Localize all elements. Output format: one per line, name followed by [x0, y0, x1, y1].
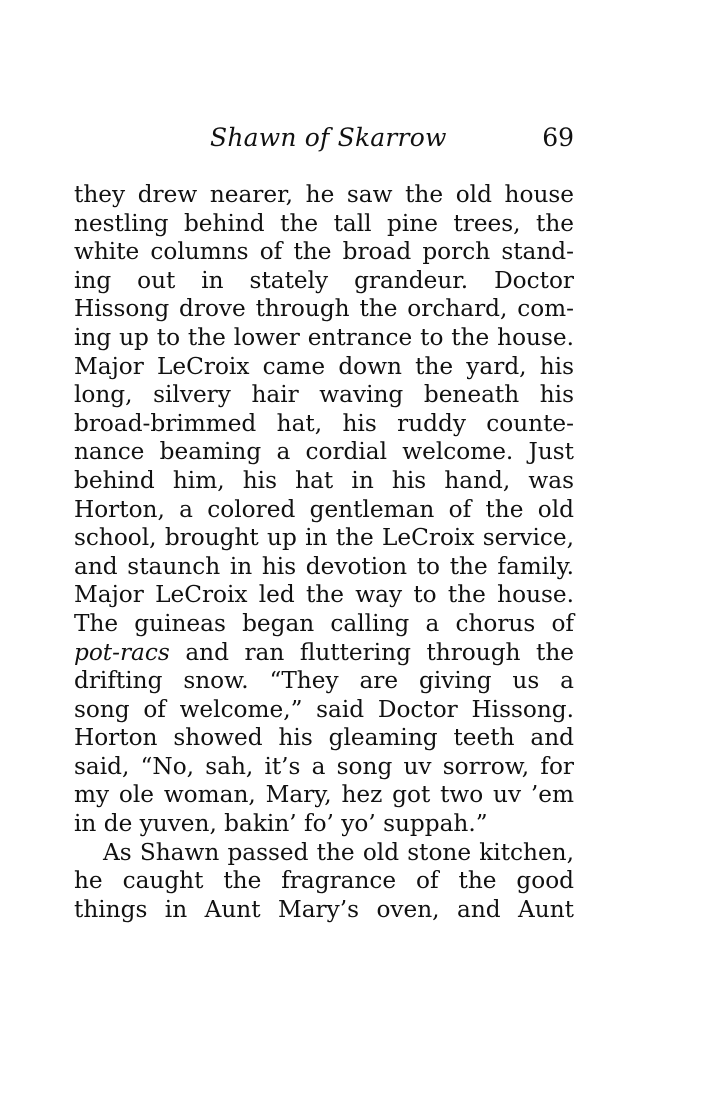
text-line: Horton, a colored gentleman of the old: [74, 495, 574, 523]
text-line: nestling behind the tall pine trees, the: [74, 209, 574, 237]
text-line: song of welcome,” said Doctor Hissong.: [74, 695, 574, 723]
running-header: [74, 120, 574, 160]
text-line: Major LeCroix led the way to the house.: [74, 581, 574, 609]
running-title: Shawn of Skarrow: [210, 123, 447, 152]
text-line: ing out in stately grandeur. Doctor: [74, 266, 574, 294]
text-line: Major LeCroix came down the yard, his: [74, 352, 574, 380]
body-text: [74, 181, 574, 924]
text-line: drifting snow. “They are giving us a: [74, 667, 574, 695]
text-line: school, brought up in the LeCroix service,: [74, 524, 574, 552]
text-line: in de yuven, bakin’ fo’ yo’ suppah.”: [74, 810, 488, 838]
text-line: and staunch in his devotion to the family.: [74, 552, 574, 580]
text-line: Hissong drove through the orchard, com-: [74, 295, 574, 323]
text-line: white columns of the broad porch stand-: [74, 238, 574, 266]
text-line: broad-brimmed hat, his ruddy counte-: [74, 409, 574, 437]
text-line: ing up to the lower entrance to the house.: [74, 323, 574, 351]
text-line: As Shawn passed the old stone kitchen,: [103, 838, 574, 866]
text-line: said, “No, sah, it’s a song uv sorrow, for: [74, 752, 574, 780]
text-line-rest: and ran fluttering through the: [169, 638, 574, 666]
text-line: behind him, his hat in his hand, was: [74, 466, 574, 494]
text-line: he caught the fragrance of the good: [74, 867, 574, 895]
text-line-with-italic: [74, 639, 574, 668]
text-line: Horton showed his gleaming teeth and: [74, 724, 574, 752]
page-number: 69: [542, 123, 574, 152]
text-line: nance beaming a cordial welcome. Just: [74, 438, 574, 466]
text-line: The guineas began calling a chorus of: [74, 609, 574, 637]
text-line: long, silvery hair waving beneath his: [74, 381, 574, 409]
text-line: my ole woman, Mary, hez got two uv ’em: [74, 781, 574, 809]
text-line: they drew nearer, he saw the old house: [74, 181, 574, 208]
italic-phrase: pot-racs: [74, 638, 170, 666]
text-line: things in Aunt Mary’s oven, and Aunt: [74, 895, 574, 923]
